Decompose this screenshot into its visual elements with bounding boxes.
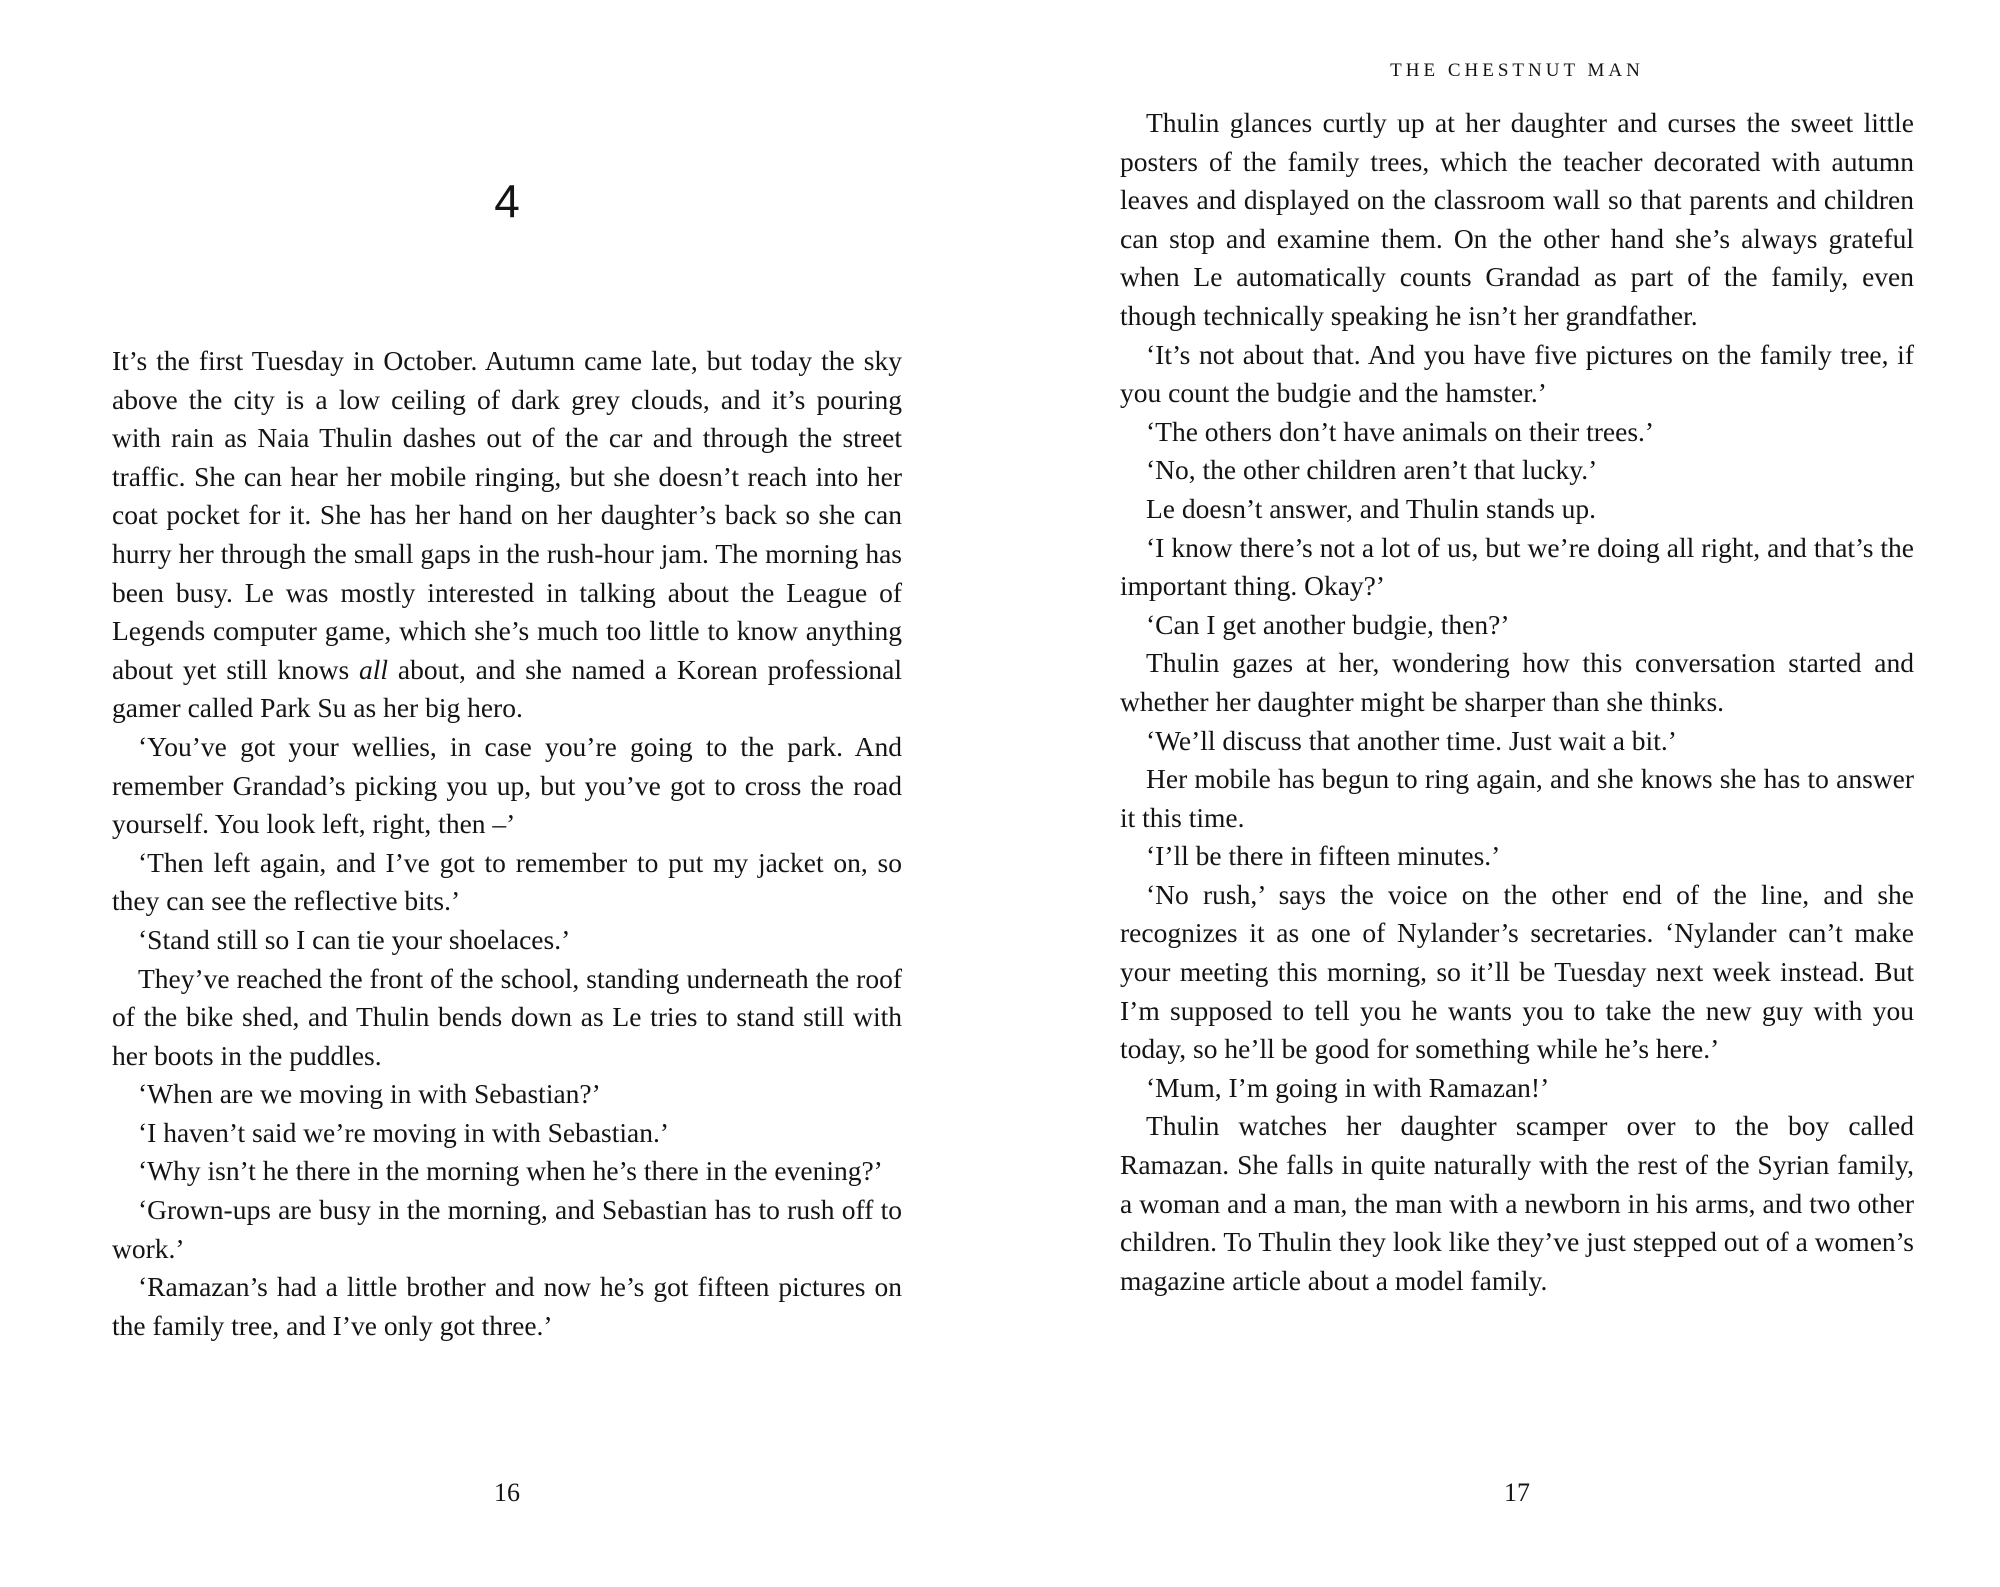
- paragraph: ‘I haven’t said we’re moving in with Sebastian.’: [138, 1116, 670, 1148]
- paragraph: ‘Then left again, and I’ve got to remember to put my jacket on, so they can see the reflective bits.’: [112, 846, 902, 917]
- page-number-right: 17: [1504, 1478, 1530, 1507]
- paragraph: ‘I know there’s not a lot of us, but we’re doing all right, and that’s the important thing. Okay?’: [1120, 531, 1914, 602]
- running-head: THE CHESTNUT MAN: [1390, 60, 1644, 81]
- paragraph: Thulin glances curtly up at her daughter and curses the sweet little posters of the family trees, which the teacher decorated with autumn leaves and displayed on the classroom wall so that parents and children can stop and examine them. On the other hand she’s always grateful when Le automatically counts Grandad as part of the family, even though technically speaking he isn’t her grandfather.: [1120, 107, 1914, 331]
- paragraph: ‘Ramazan’s had a little brother and now he’s got fifteen pictures on the family tree, and I’ve only got three.’: [112, 1271, 902, 1341]
- paragraph: Le doesn’t answer, and Thulin stands up.: [1146, 492, 1597, 524]
- emphasis-text: all: [359, 653, 389, 685]
- paragraph: Her mobile has begun to ring again, and she knows she has to answer it this time.: [1120, 763, 1914, 833]
- paragraph: ‘No rush,’ says the voice on the other end of the line, and she recognizes it as one of Nylander’s secretaries. ‘Nylander can’t make your meeting this morning, so it’ll be Tuesday next week instead. But I’m supposed to tell you he wants you to take the new guy with you today, so he’ll be good for something while he’s here.’: [1120, 878, 1914, 1065]
- left-page: [112, 0, 902, 1587]
- left-page-body: [112, 342, 902, 1345]
- paragraph: ‘Can I get another budgie, then?’: [1146, 608, 1510, 640]
- paragraph-text: It’s the first Tuesday in October. Autumn came late, but today the sky above the city is a low ceiling of dark grey clouds, and it’s pouring with rain as Naia Thulin dashes out of the car and through the street traffic. She can hear her mobile ringing, but she doesn’t reach into her coat pocket for it. She has her hand on her daughter’s back so she can hurry her through the small gaps in the rush-hour jam. The morning has been busy. Le was mostly interested in talking about the League of Legends computer game, which she’s much too little to know anything about yet still knows: [112, 345, 902, 685]
- paragraph: ‘Grown-ups are busy in the morning, and Sebastian has to rush off to work.’: [112, 1194, 902, 1264]
- right-page: [1120, 0, 1914, 1587]
- paragraph: [112, 342, 902, 728]
- chapter-number: 4: [494, 175, 520, 227]
- paragraph: ‘It’s not about that. And you have five pictures on the family tree, if you count the budgie and the hamster.’: [1120, 338, 1914, 409]
- paragraph: Thulin gazes at her, wondering how this conversation started and whether her daughter might be sharper than she thinks.: [1120, 647, 1914, 717]
- paragraph: ‘When are we moving in with Sebastian?’: [138, 1078, 601, 1110]
- paragraph: Thulin watches her daughter scamper over to the boy called Ramazan. She falls in quite naturally with the rest of the Syrian family, a woman and a man, the man with a newborn in his arms, and two other children. To Thulin they look like they’ve just stepped out of a women’s magazine article about a model family.: [1120, 1110, 1914, 1296]
- paragraph: ‘The others don’t have animals on their trees.’: [1146, 415, 1655, 447]
- page-number-left: 16: [494, 1478, 520, 1507]
- paragraph: They’ve reached the front of the school, standing underneath the roof of the bike shed, and Thulin bends down as Le tries to stand still with her boots in the puddles.: [112, 962, 902, 1071]
- paragraph: ‘You’ve got your wellies, in case you’re going to the park. And remember Grandad’s picking you up, but you’ve got to cross the road yourself. You look left, right, then –’: [112, 730, 902, 840]
- paragraph: ‘Stand still so I can tie your shoelaces.’: [138, 923, 571, 955]
- paragraph: ‘We’ll discuss that another time. Just wait a bit.’: [1146, 724, 1677, 756]
- paragraph: ‘Mum, I’m going in with Ramazan!’: [1146, 1071, 1550, 1103]
- paragraph-text: about, and she named a Korean professional gamer called Park Su as her big hero.: [112, 653, 902, 724]
- paragraph: ‘No, the other children aren’t that lucky.’: [1146, 454, 1598, 486]
- right-page-body: [1120, 104, 1914, 1300]
- paragraph: ‘Why isn’t he there in the morning when he’s there in the evening?’: [138, 1155, 883, 1187]
- paragraph: ‘I’ll be there in fifteen minutes.’: [1146, 840, 1501, 872]
